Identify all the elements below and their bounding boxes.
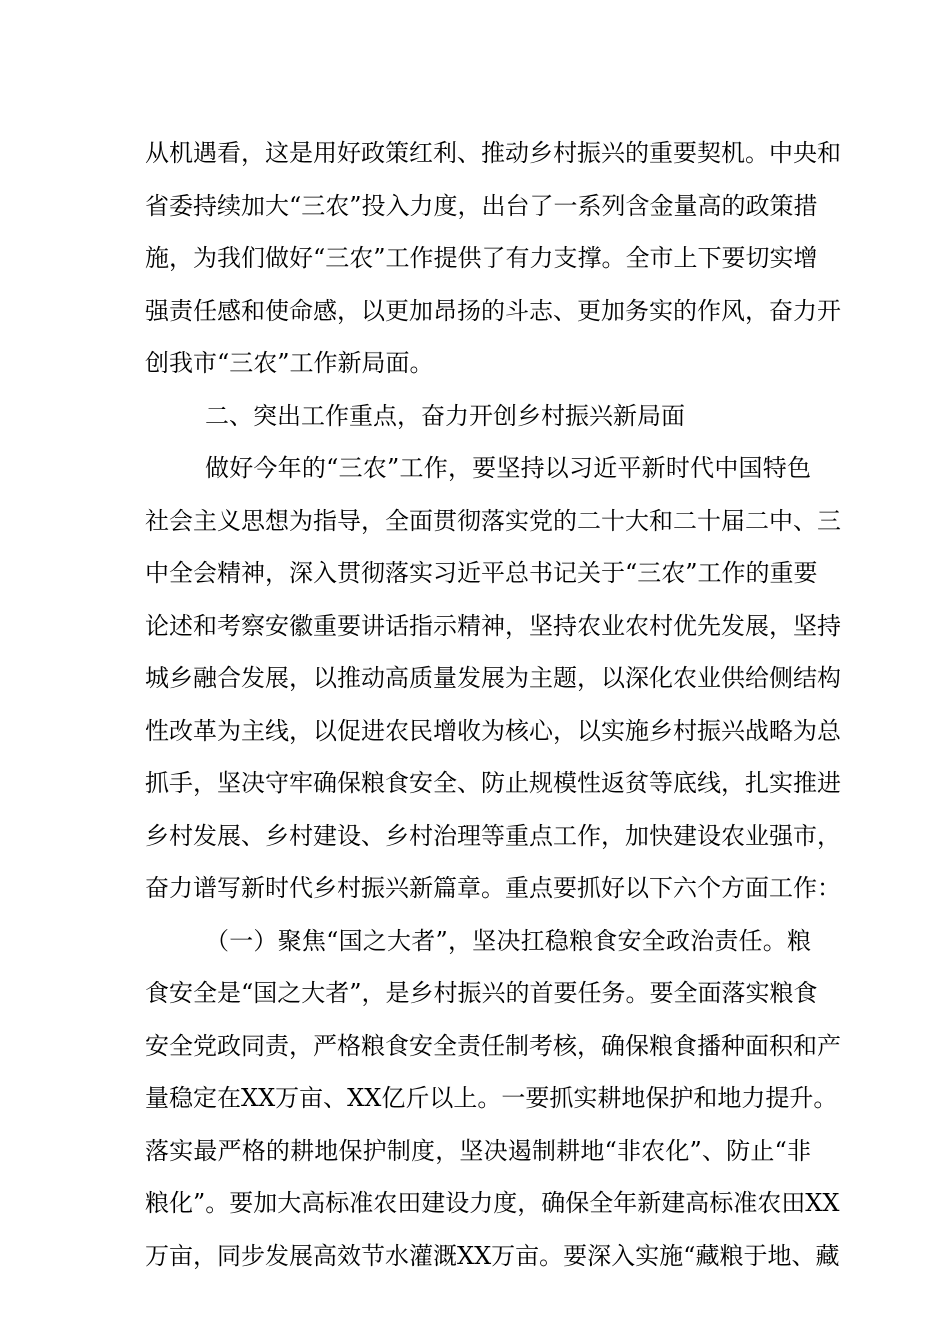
text-line: 强责任感和使命感，以更加昂扬的斗志、更加务实的作风，奋力开 [145, 297, 841, 325]
text-line: 城乡融合发展，以推动高质量发展为主题，以深化农业供给侧结构 [145, 664, 841, 692]
text-line: 省委持续加大“三农”投入力度，出台了一系列含金量高的政策措 [145, 192, 818, 220]
text-line: 奋力谱写新时代乡村振兴新篇章。重点要抓好以下六个方面工作： [145, 874, 841, 902]
text-line: 食安全是“国之大者”，是乡村振兴的首要任务。要全面落实粮食 [145, 979, 818, 1007]
text-line: 落实最严格的耕地保护制度，坚决遏制耕地“非农化”、防止“非 [145, 1137, 811, 1165]
text-line: 中全会精神，深入贯彻落实习近平总书记关于“三农”工作的重要 [145, 559, 818, 587]
text-line: 创我市“三农”工作新局面。 [145, 349, 434, 377]
heading-text: 二、突出工作重点，奋力开创乡村振兴新局面 [205, 402, 685, 430]
text-line: 安全党政同责，严格粮食安全责任制考核，确保粮食播种面积和产 [145, 1032, 841, 1060]
text-line: 粮化”。要加大高标准农田建设力度，确保全年新建高标准农田XX [145, 1189, 840, 1217]
text-line: 抓手，坚决守牢确保粮食安全、防止规模性返贫等底线，扎实推进 [145, 769, 841, 797]
text-line: 万亩，同步发展高效节水灌溉XX万亩。要深入实施“藏粮于地、藏 [145, 1242, 840, 1270]
text-line: 量稳定在XX万亩、XX亿斤以上。一要抓实耕地保护和地力提升。 [145, 1084, 838, 1112]
text-line: 施，为我们做好“三农”工作提供了有力支撑。全市上下要切实增 [145, 244, 818, 272]
text-line: （一）聚焦“国之大者”，坚决扛稳粮食安全政治责任。粮 [205, 927, 811, 955]
text-line: 性改革为主线，以促进农民增收为核心，以实施乡村振兴战略为总 [145, 717, 841, 745]
text-line: 乡村发展、乡村建设、乡村治理等重点工作，加快建设农业强市， [145, 822, 841, 850]
text-line: 做好今年的“三农”工作，要坚持以习近平新时代中国特色 [205, 454, 811, 482]
text-line: 社会主义思想为指导，全面贯彻落实党的二十大和二十届二中、三 [145, 507, 841, 535]
text-line: 论述和考察安徽重要讲话指示精神，坚持农业农村优先发展，坚持 [145, 612, 841, 640]
text-line: 从机遇看，这是用好政策红利、推动乡村振兴的重要契机。中央和 [145, 139, 841, 167]
